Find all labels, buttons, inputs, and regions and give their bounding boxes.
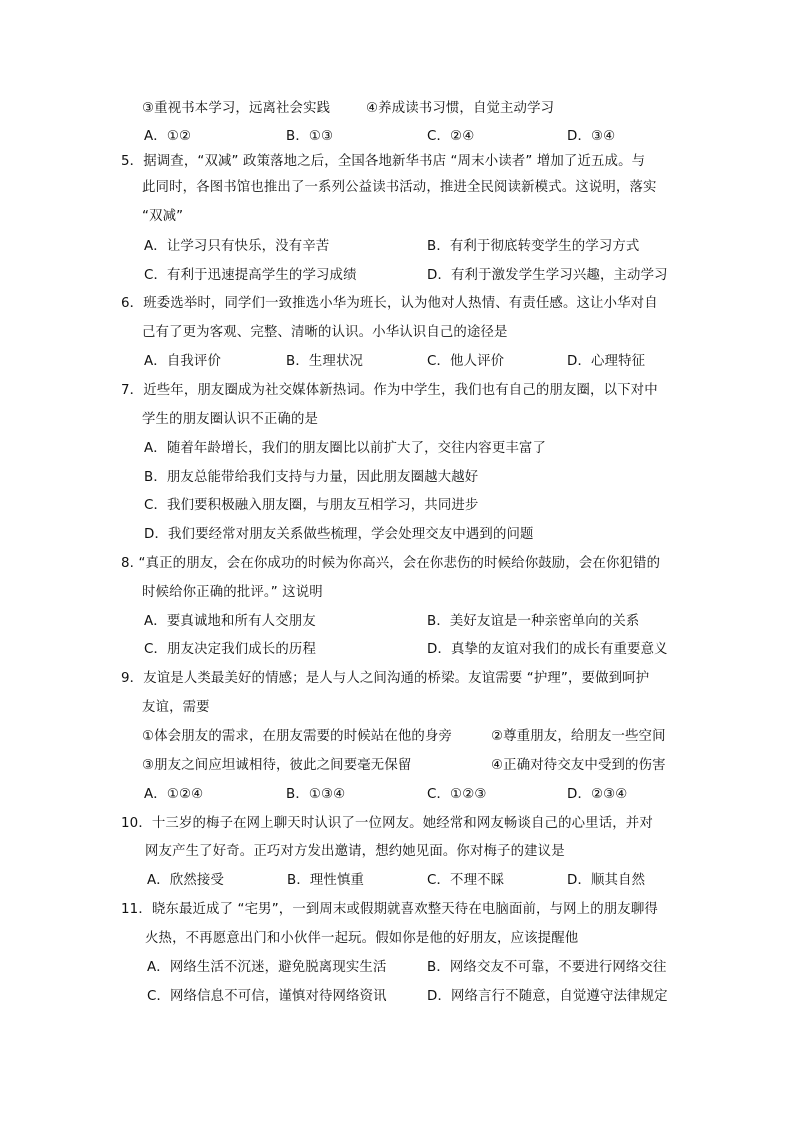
q10-stem-line-2: 网友产生了好奇。正巧对方发出邀请，想约她见面。你对梅子的建议是 [145,844,565,859]
q5-option-a: A．让学习只有快乐，没有辛苦 [144,239,330,254]
q6-stem-line-2: 己有了更为客观、完整、清晰的认识。小华认识自己的途径是 [142,325,508,340]
q5-option-d: D．有利于激发学生学习兴趣，主动学习 [427,268,668,283]
q10-option-b: B．理性慎重 [287,873,365,888]
q5-stem-line-1: 5．据调查，“双减” 政策落地之后，全国各地新华书店 “周末小读者” 增加了近五成。与 [121,154,646,169]
q9-statement-3: ③朋友之间应坦诚相待，彼此之间要毫无保留 [142,758,412,773]
q5-option-b: B．有利于彻底转变学生的学习方式 [427,239,640,254]
q11-option-c: C．网络信息不可信，谨慎对待网络资讯 [147,989,387,1004]
q7-stem-line-1: 7．近些年，朋友圈成为社交媒体新热词。作为中学生，我们也有自己的朋友圈，以下对中 [121,383,658,398]
q5-option-c: C．有利于迅速提高学生的学习成绩 [144,268,357,283]
q8-stem-line-1: 8. “真正的朋友，会在你成功的时候为你高兴，会在你悲伤的时候给你鼓励，会在你犯错的 [121,556,661,571]
q9-option-d: D．②③④ [567,787,628,802]
q8-stem-line-2: 时候给你正确的批评。” 这说明 [142,585,323,600]
q4-option-d: D．③④ [567,129,616,144]
q9-stem-line-1: 9．友谊是人类最美好的情感；是人与人之间沟通的桥梁。友谊需要 “护理”，要做到呵护 [121,671,650,686]
q9-statement-4: ④正确对待交友中受到的伤害 [491,758,666,773]
q5-stem-line-3: “双减” [142,209,184,224]
q9-option-a: A．①②④ [144,787,204,802]
q10-option-d: D．顺其自然 [567,873,646,888]
q9-statement-1: ①体会朋友的需求，在朋友需要的时候站在他的身旁 [142,729,453,744]
q6-option-c: C．他人评价 [427,354,505,369]
q9-option-c: C．①②③ [427,787,487,802]
q4-statement-3: ③重视书本学习，远离社会实践 [142,101,331,116]
q8-option-b: B．美好友谊是一种亲密单向的关系 [427,614,640,629]
q6-stem-line-1: 6．班委选举时，同学们一致推选小华为班长，认为他对人热情、有责任感。这让小华对自 [121,296,658,311]
q7-option-d: D．我们要经常对朋友关系做些梳理，学会处理交友中遇到的问题 [144,527,534,542]
q10-option-a: A．欣然接受 [147,873,225,888]
q11-option-d: D．网络言行不随意，自觉遵守法律规定 [427,989,668,1004]
q6-option-a: A．自我评价 [144,354,222,369]
q11-stem-line-1: 11．晓东最近成了 “宅男”，一到周末或假期就喜欢整天待在电脑面前，与网上的朋友聊得 [121,902,658,917]
q4-option-c: C．②④ [427,129,475,144]
q11-option-b: B．网络交友不可靠，不要进行网络交往 [427,960,667,975]
q9-statement-2: ②尊重朋友，给朋友一些空间 [491,729,666,744]
q5-stem-line-2: 此同时，各图书馆也推出了一系列公益读书活动，推进全民阅读新模式。这说明，落实 [142,180,657,195]
q8-option-c: C．朋友决定我们成长的历程 [144,642,316,657]
q9-option-b: B．①③④ [286,787,346,802]
q7-option-a: A．随着年龄增长，我们的朋友圈比以前扩大了，交往内容更丰富了 [144,441,546,456]
q11-stem-line-2: 火热，不再愿意出门和小伙伴一起玩。假如你是他的好朋友，应该提醒他 [145,931,579,946]
q4-option-b: B．①③ [286,129,334,144]
q6-option-d: D．心理特征 [567,354,646,369]
q8-option-d: D．真挚的友谊对我们的成长有重要意义 [427,642,668,657]
q7-option-b: B．朋友总能带给我们支持与力量，因此朋友圈越大越好 [144,470,479,485]
q10-stem-line-1: 10．十三岁的梅子在网上聊天时认识了一位网友。她经常和网友畅谈自己的心里话，并对 [121,816,653,831]
q9-stem-line-2: 友谊，需要 [142,700,210,715]
q4-statement-4: ④养成读书习惯，自觉主动学习 [366,101,555,116]
q7-option-c: C．我们要积极融入朋友圈，与朋友互相学习，共同进步 [144,498,479,513]
q7-stem-line-2: 学生的朋友圈认识不正确的是 [142,412,319,427]
q11-option-a: A．网络生活不沉迷，避免脱离现实生活 [147,960,387,975]
q6-option-b: B．生理状况 [286,354,364,369]
q10-option-c: C．不理不睬 [427,873,505,888]
q8-option-a: A．要真诚地和所有人交朋友 [144,614,316,629]
q4-option-a: A．①② [144,129,192,144]
